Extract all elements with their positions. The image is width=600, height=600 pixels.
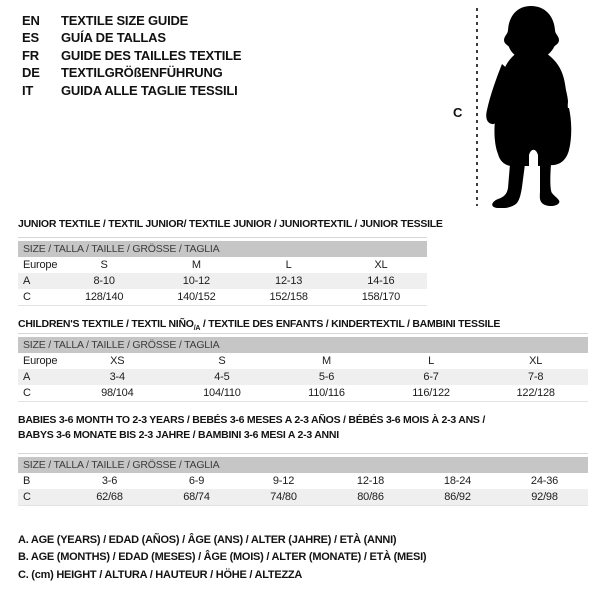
row-label: C — [23, 387, 31, 399]
row-label: Europe — [23, 259, 58, 271]
language-title: TEXTILGRÖßENFÜHRUNG — [61, 65, 223, 81]
cell: 158/170 — [361, 291, 401, 303]
cell: 6-7 — [423, 371, 439, 383]
cell: 116/122 — [412, 387, 450, 399]
language-title: TEXTILE SIZE GUIDE — [61, 13, 189, 28]
language-row-en — [22, 12, 241, 29]
cell: 12-18 — [356, 475, 385, 487]
cell: 5-6 — [318, 371, 335, 383]
table-row — [18, 273, 427, 289]
row-label: C — [23, 491, 31, 503]
cell: 86/92 — [444, 491, 471, 503]
language-code: FR — [22, 47, 39, 63]
legend-line-a: A. AGE (YEARS) / EDAD (AÑOS) / ÂGE (ANS) / ALTER (JAHRE) / ETÀ (ANNI) — [18, 534, 397, 546]
row-label: A — [23, 371, 31, 383]
language-row-de — [22, 64, 241, 81]
cell: 14-16 — [367, 275, 395, 287]
cell: 9-12 — [272, 475, 295, 487]
language-row-it — [22, 82, 241, 99]
cell: L — [428, 355, 435, 367]
cell: S — [218, 355, 226, 367]
language-code: EN — [22, 13, 40, 28]
cell: L — [285, 259, 292, 271]
cell: 128/140 — [84, 291, 124, 303]
language-title-list — [22, 12, 241, 99]
junior-size-table — [18, 237, 427, 306]
table-row — [18, 353, 588, 369]
language-code: DE — [22, 65, 40, 81]
row-label: A — [23, 275, 31, 287]
size-header-bar: SIZE / TALLA / TAILLE / GRÖSSE / TAGLIA — [18, 241, 427, 257]
cell: XL — [529, 355, 543, 367]
height-measure-dotted-line — [476, 8, 478, 206]
title-part: CHILDREN'S TEXTILE / TEXTIL NIÑO — [18, 318, 194, 330]
baby-silhouette — [484, 4, 584, 208]
title-subscript: /A — [193, 325, 201, 333]
babies-table-title — [18, 413, 485, 443]
children-size-table — [18, 333, 588, 402]
cell: 110/116 — [308, 387, 345, 399]
cell: M — [322, 355, 331, 367]
cell: XS — [110, 355, 125, 367]
cell: 3-4 — [109, 371, 125, 383]
cell: 10-12 — [182, 275, 210, 287]
table-row — [18, 289, 427, 305]
cell: M — [191, 259, 201, 271]
cell: 7-8 — [528, 371, 544, 383]
cell: S — [100, 259, 108, 271]
language-title: GUIDE DES TAILLES TEXTILE — [61, 47, 242, 63]
cell: 68/74 — [183, 491, 210, 503]
legend-line-b: B. AGE (MONTHS) / EDAD (MESES) / ÂGE (MOIS) / ALTER (MONATE) / ETÀ (MESI) — [18, 551, 427, 564]
table-row — [18, 489, 588, 505]
babies-title-line1: BABIES 3-6 MONTH TO 2-3 YEARS / BEBÉS 3-6 MESES A 2-3 AÑOS / BÉBÉS 3-6 MOIS À 2-3 ANS / — [18, 414, 486, 426]
cell: 12-13 — [275, 275, 303, 287]
babies-title-line2: BABYS 3-6 MONATE BIS 2-3 JAHRE / BAMBINI 3-6 MESI A 2-3 ANNI — [18, 429, 339, 441]
cell: XL — [374, 259, 388, 271]
table-row — [18, 257, 427, 273]
language-row-fr — [22, 47, 241, 64]
junior-table-title: JUNIOR TEXTILE / TEXTIL JUNIOR/ TEXTILE JUNIOR / JUNIORTEXTIL / JUNIOR TESSILE — [18, 218, 443, 230]
cell: 4-5 — [214, 371, 230, 383]
language-row-es — [22, 29, 241, 46]
cell: 122/128 — [516, 387, 555, 399]
language-title: GUÍA DE TALLAS — [61, 30, 166, 46]
height-measure-label: C — [453, 105, 463, 120]
table-row — [18, 473, 588, 489]
legend-line-c: C. (cm) HEIGHT / ALTURA / HAUTEUR / HÖHE / ALTEZZA — [18, 568, 303, 581]
cell: 80/86 — [357, 491, 384, 503]
cell: 104/110 — [203, 387, 241, 399]
cell: 92/98 — [531, 491, 558, 503]
size-header-bar: SIZE / TALLA / TAILLE / GRÖSSE / TAGLIA — [18, 457, 588, 473]
language-code: ES — [22, 30, 39, 46]
cell: 140/152 — [177, 291, 216, 303]
language-title: GUIDA ALLE TAGLIE TESSILI — [61, 82, 238, 98]
cell: 3-6 — [101, 475, 118, 487]
cell: 6-9 — [188, 475, 205, 487]
cell: 74/80 — [270, 491, 297, 503]
cell: 98/104 — [101, 387, 134, 399]
cell: 18-24 — [443, 475, 472, 487]
cell: 62/68 — [96, 491, 123, 503]
row-label: C — [23, 291, 31, 303]
table-row — [18, 385, 588, 401]
language-code: IT — [22, 82, 34, 98]
babies-size-table — [18, 453, 588, 506]
size-header-bar: SIZE / TALLA / TAILLE / GRÖSSE / TAGLIA — [18, 337, 588, 353]
measurement-legend — [18, 532, 426, 584]
row-label: Europe — [23, 355, 58, 367]
cell: 24-36 — [530, 475, 559, 487]
table-row — [18, 369, 588, 385]
cell: 8-10 — [93, 275, 115, 287]
cell: 152/158 — [269, 291, 308, 303]
row-label: B — [23, 475, 31, 487]
title-part: / TEXTILE DES ENFANTS / KINDERTEXTIL / BAMBINI TESSILE — [200, 318, 501, 330]
